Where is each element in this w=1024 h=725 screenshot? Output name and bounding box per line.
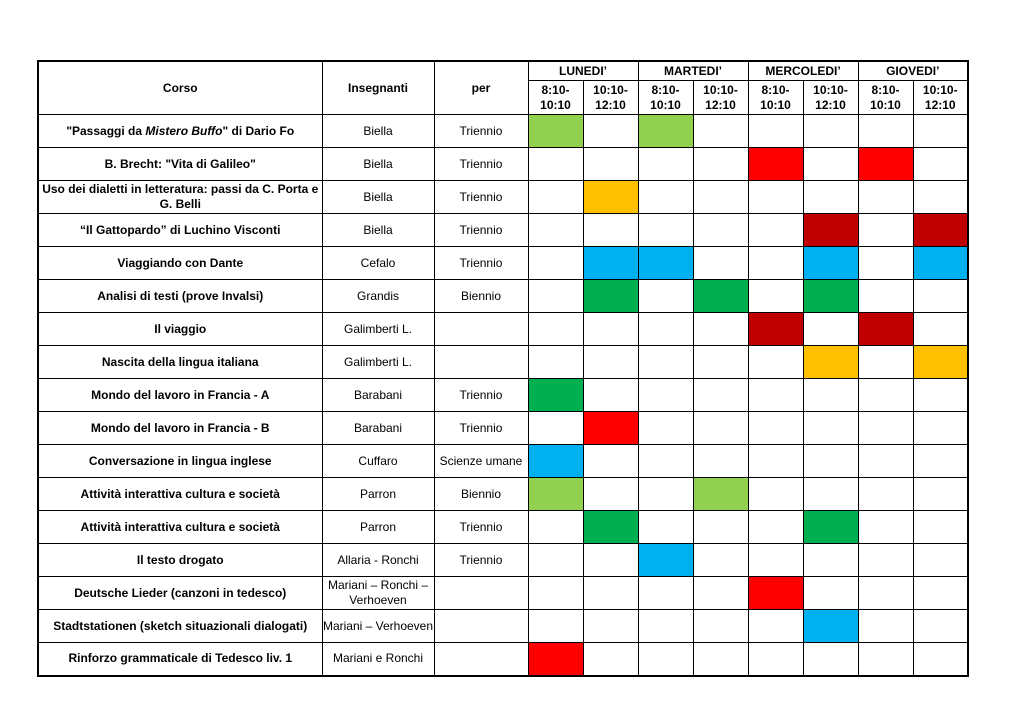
header-day-thursday: GIOVEDI’: [858, 61, 968, 81]
schedule-slot-cell: [528, 280, 583, 313]
teacher-name: Cefalo: [322, 247, 434, 280]
target-group: Triennio: [434, 115, 528, 148]
target-group: Triennio: [434, 511, 528, 544]
schedule-slot-cell: [693, 544, 748, 577]
target-group: [434, 346, 528, 379]
table-row: [38, 115, 968, 148]
course-name: Nascita della lingua italiana: [38, 346, 322, 379]
course-name: Conversazione in lingua inglese: [38, 445, 322, 478]
target-group: [434, 610, 528, 643]
course-name: Mondo del lavoro in Francia - B: [38, 412, 322, 445]
schedule-slot-cell: [858, 247, 913, 280]
header-slot-early: 8:10-10:10: [748, 81, 803, 115]
schedule-slot-cell: [803, 544, 858, 577]
schedule-slot-cell: [638, 214, 693, 247]
schedule-slot-cell: [858, 214, 913, 247]
course-name: Uso dei dialetti in letteratura: passi da C. Porta e G. Belli: [38, 181, 322, 214]
schedule-slot-cell: [803, 511, 858, 544]
header-day-wednesday: MERCOLEDI’: [748, 61, 858, 81]
schedule-slot-cell: [638, 577, 693, 610]
schedule-slot-cell: [803, 280, 858, 313]
schedule-slot-cell: [913, 511, 968, 544]
schedule-slot-cell: [913, 478, 968, 511]
target-group: Triennio: [434, 214, 528, 247]
schedule-slot-cell: [693, 445, 748, 478]
schedule-slot-cell: [583, 214, 638, 247]
schedule-slot-cell: [913, 610, 968, 643]
header-course: Corso: [38, 61, 322, 115]
teacher-name: Galimberti L.: [322, 346, 434, 379]
header-day-monday: LUNEDI’: [528, 61, 638, 81]
target-group: [434, 577, 528, 610]
schedule-table: [37, 60, 969, 677]
schedule-slot-cell: [748, 511, 803, 544]
schedule-slot-cell: [748, 478, 803, 511]
target-group: Biennio: [434, 478, 528, 511]
schedule-slot-cell: [638, 511, 693, 544]
schedule-slot-cell: [583, 379, 638, 412]
teacher-name: Mariani e Ronchi: [322, 643, 434, 676]
schedule-slot-cell: [748, 445, 803, 478]
schedule-slot-cell: [913, 544, 968, 577]
table-row: [38, 313, 968, 346]
course-name: Mondo del lavoro in Francia - A: [38, 379, 322, 412]
table-row: [38, 346, 968, 379]
schedule-slot-cell: [748, 577, 803, 610]
schedule-slot-cell: [748, 148, 803, 181]
schedule-slot-cell: [858, 148, 913, 181]
schedule-slot-cell: [803, 247, 858, 280]
schedule-slot-cell: [858, 346, 913, 379]
schedule-slot-cell: [693, 511, 748, 544]
schedule-slot-cell: [528, 478, 583, 511]
schedule-slot-cell: [638, 610, 693, 643]
course-name: Analisi di testi (prove Invalsi): [38, 280, 322, 313]
schedule-slot-cell: [638, 115, 693, 148]
table-row: [38, 577, 968, 610]
schedule-slot-cell: [693, 478, 748, 511]
schedule-slot-cell: [693, 115, 748, 148]
teacher-name: Galimberti L.: [322, 313, 434, 346]
schedule-slot-cell: [693, 181, 748, 214]
schedule-slot-cell: [638, 247, 693, 280]
schedule-slot-cell: [748, 379, 803, 412]
schedule-slot-cell: [638, 280, 693, 313]
table-row: [38, 379, 968, 412]
table-row: [38, 478, 968, 511]
schedule-slot-cell: [748, 313, 803, 346]
schedule-slot-cell: [528, 115, 583, 148]
schedule-slot-cell: [803, 148, 858, 181]
course-name: Deutsche Lieder (canzoni in tedesco): [38, 577, 322, 610]
schedule-slot-cell: [528, 247, 583, 280]
header-day-tuesday: MARTEDI’: [638, 61, 748, 81]
course-name: Stadtstationen (sketch situazionali dialogati): [38, 610, 322, 643]
schedule-slot-cell: [693, 346, 748, 379]
schedule-slot-cell: [583, 577, 638, 610]
course-name: B. Brecht: "Vita di Galileo": [38, 148, 322, 181]
table-row: [38, 181, 968, 214]
schedule-slot-cell: [913, 379, 968, 412]
header-slot-early: 8:10-10:10: [638, 81, 693, 115]
schedule-slot-cell: [528, 577, 583, 610]
target-group: Scienze umane: [434, 445, 528, 478]
teacher-name: Biella: [322, 148, 434, 181]
course-name: “Il Gattopardo” di Luchino Visconti: [38, 214, 322, 247]
schedule-slot-cell: [638, 412, 693, 445]
table-row: [38, 445, 968, 478]
schedule-slot-cell: [693, 313, 748, 346]
schedule-slot-cell: [638, 313, 693, 346]
schedule-slot-cell: [913, 313, 968, 346]
schedule-slot-cell: [858, 643, 913, 676]
teacher-name: Parron: [322, 511, 434, 544]
target-group: Triennio: [434, 544, 528, 577]
schedule-slot-cell: [638, 346, 693, 379]
schedule-slot-cell: [748, 115, 803, 148]
schedule-slot-cell: [528, 181, 583, 214]
schedule-slot-cell: [913, 577, 968, 610]
teacher-name: Cuffaro: [322, 445, 434, 478]
schedule-slot-cell: [693, 280, 748, 313]
teacher-name: Barabani: [322, 379, 434, 412]
table-row: [38, 214, 968, 247]
schedule-slot-cell: [528, 544, 583, 577]
schedule-slot-cell: [748, 280, 803, 313]
teacher-name: Biella: [322, 115, 434, 148]
schedule-slot-cell: [748, 544, 803, 577]
schedule-slot-cell: [858, 313, 913, 346]
schedule-slot-cell: [693, 643, 748, 676]
header-per: per: [434, 61, 528, 115]
course-title-emphasis: Mistero Buffo: [145, 123, 223, 138]
schedule-slot-cell: [803, 115, 858, 148]
course-name: "Passaggi da Mistero Buffo" di Dario Fo: [38, 115, 322, 148]
target-group: Triennio: [434, 247, 528, 280]
schedule-slot-cell: [858, 412, 913, 445]
schedule-slot-cell: [858, 544, 913, 577]
target-group: [434, 643, 528, 676]
schedule-slot-cell: [858, 181, 913, 214]
schedule-slot-cell: [913, 445, 968, 478]
schedule-slot-cell: [913, 412, 968, 445]
schedule-slot-cell: [858, 280, 913, 313]
schedule-slot-cell: [858, 478, 913, 511]
schedule-slot-cell: [528, 511, 583, 544]
schedule-slot-cell: [913, 115, 968, 148]
schedule-slot-cell: [858, 577, 913, 610]
schedule-slot-cell: [748, 181, 803, 214]
schedule-slot-cell: [528, 214, 583, 247]
schedule-slot-cell: [583, 643, 638, 676]
schedule-slot-cell: [803, 214, 858, 247]
course-name: Attività interattiva cultura e società: [38, 478, 322, 511]
table-row: [38, 511, 968, 544]
schedule-slot-cell: [583, 247, 638, 280]
target-group: Triennio: [434, 379, 528, 412]
teacher-name: Allaria - Ronchi: [322, 544, 434, 577]
schedule-slot-cell: [913, 247, 968, 280]
schedule-slot-cell: [583, 115, 638, 148]
table-row: [38, 610, 968, 643]
schedule-slot-cell: [583, 478, 638, 511]
teacher-name: Barabani: [322, 412, 434, 445]
schedule-slot-cell: [803, 610, 858, 643]
schedule-slot-cell: [583, 445, 638, 478]
schedule-slot-cell: [858, 610, 913, 643]
table-row: [38, 247, 968, 280]
header-slot-early: 8:10-10:10: [858, 81, 913, 115]
schedule-slot-cell: [583, 313, 638, 346]
schedule-slot-cell: [583, 610, 638, 643]
schedule-slot-cell: [913, 181, 968, 214]
schedule-slot-cell: [913, 346, 968, 379]
schedule-slot-cell: [528, 412, 583, 445]
schedule-slot-cell: [693, 577, 748, 610]
schedule-slot-cell: [913, 214, 968, 247]
schedule-body: [38, 115, 968, 676]
table-row: [38, 412, 968, 445]
table-row: [38, 280, 968, 313]
teacher-name: Mariani – Verhoeven: [322, 610, 434, 643]
schedule-slot-cell: [528, 445, 583, 478]
course-name: Il viaggio: [38, 313, 322, 346]
schedule-slot-cell: [693, 412, 748, 445]
teacher-name: Biella: [322, 181, 434, 214]
schedule-slot-cell: [913, 280, 968, 313]
schedule-slot-cell: [693, 247, 748, 280]
schedule-slot-cell: [638, 478, 693, 511]
schedule-slot-cell: [583, 280, 638, 313]
schedule-slot-cell: [638, 181, 693, 214]
schedule-slot-cell: [803, 346, 858, 379]
schedule-slot-cell: [803, 577, 858, 610]
schedule-slot-cell: [858, 445, 913, 478]
schedule-slot-cell: [528, 148, 583, 181]
header-teachers: Insegnanti: [322, 61, 434, 115]
header-slot-late: 10:10-12:10: [583, 81, 638, 115]
schedule-slot-cell: [583, 412, 638, 445]
target-group: Triennio: [434, 148, 528, 181]
teacher-name: Parron: [322, 478, 434, 511]
schedule-slot-cell: [528, 346, 583, 379]
schedule-slot-cell: [693, 379, 748, 412]
table-row: [38, 148, 968, 181]
target-group: Triennio: [434, 412, 528, 445]
target-group: Triennio: [434, 181, 528, 214]
schedule-slot-cell: [748, 247, 803, 280]
schedule-slot-cell: [528, 313, 583, 346]
schedule-slot-cell: [693, 610, 748, 643]
header-slot-late: 10:10-12:10: [913, 81, 968, 115]
schedule-slot-cell: [858, 379, 913, 412]
schedule-slot-cell: [583, 148, 638, 181]
teacher-name: Biella: [322, 214, 434, 247]
course-name: Il testo drogato: [38, 544, 322, 577]
schedule-slot-cell: [858, 115, 913, 148]
schedule-slot-cell: [583, 346, 638, 379]
schedule-slot-cell: [748, 412, 803, 445]
course-name: Attività interattiva cultura e società: [38, 511, 322, 544]
teacher-name: Grandis: [322, 280, 434, 313]
schedule-slot-cell: [748, 214, 803, 247]
header-slot-late: 10:10-12:10: [693, 81, 748, 115]
target-group: [434, 313, 528, 346]
schedule-slot-cell: [748, 346, 803, 379]
schedule-slot-cell: [803, 412, 858, 445]
course-name: Viaggiando con Dante: [38, 247, 322, 280]
header-slot-early: 8:10-10:10: [528, 81, 583, 115]
schedule-slot-cell: [803, 445, 858, 478]
schedule-slot-cell: [913, 148, 968, 181]
schedule-slot-cell: [803, 478, 858, 511]
schedule-slot-cell: [693, 148, 748, 181]
schedule-slot-cell: [638, 445, 693, 478]
schedule-slot-cell: [638, 544, 693, 577]
schedule-slot-cell: [748, 610, 803, 643]
schedule-slot-cell: [858, 511, 913, 544]
course-name: Rinforzo grammaticale di Tedesco liv. 1: [38, 643, 322, 676]
table-row: [38, 643, 968, 676]
teacher-name: Mariani – Ronchi – Verhoeven: [322, 577, 434, 610]
schedule-slot-cell: [803, 379, 858, 412]
schedule-slot-cell: [803, 643, 858, 676]
schedule-slot-cell: [803, 313, 858, 346]
schedule-slot-cell: [528, 610, 583, 643]
schedule-slot-cell: [638, 148, 693, 181]
header-slot-late: 10:10-12:10: [803, 81, 858, 115]
schedule-slot-cell: [583, 544, 638, 577]
schedule-slot-cell: [748, 643, 803, 676]
schedule-slot-cell: [528, 643, 583, 676]
schedule-slot-cell: [583, 181, 638, 214]
schedule-slot-cell: [528, 379, 583, 412]
schedule-slot-cell: [638, 379, 693, 412]
table-row: [38, 544, 968, 577]
schedule-slot-cell: [803, 181, 858, 214]
schedule-slot-cell: [638, 643, 693, 676]
schedule-slot-cell: [693, 214, 748, 247]
schedule-slot-cell: [583, 511, 638, 544]
target-group: Biennio: [434, 280, 528, 313]
schedule-slot-cell: [913, 643, 968, 676]
